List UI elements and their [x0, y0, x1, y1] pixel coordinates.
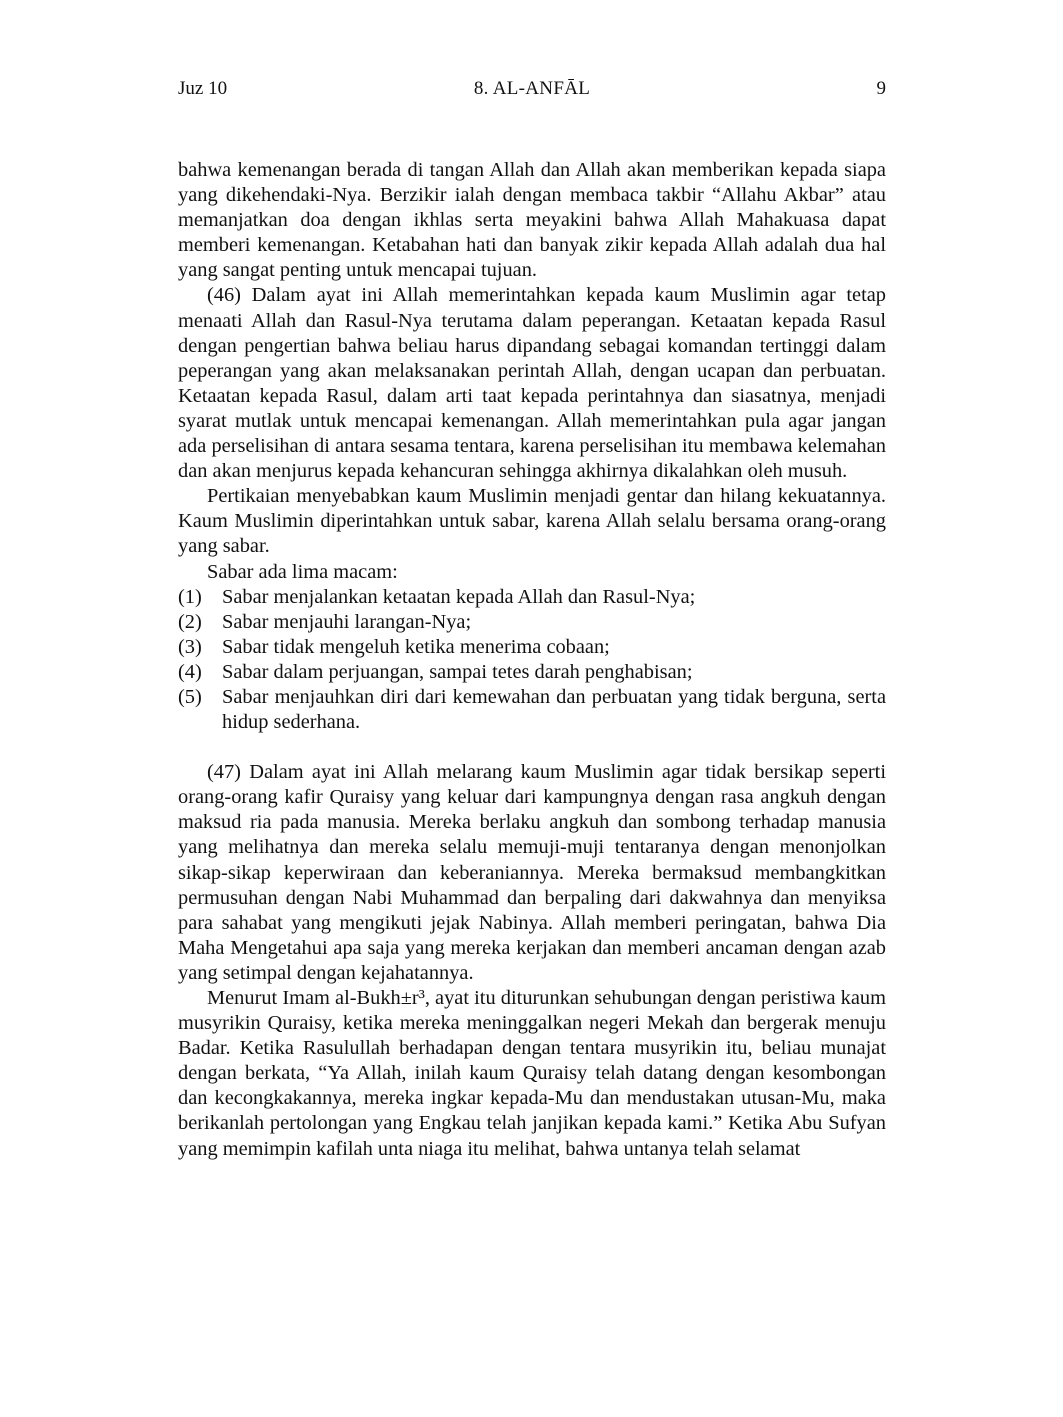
list-number: (1) [178, 585, 202, 608]
juz-label: Juz 10 [178, 78, 228, 99]
list-text: Sabar dalam perjuangan, sampai tetes darah penghabisan; [222, 660, 693, 683]
paragraph-1: bahwa kemenangan berada di tangan Allah dan Allah akan memberikan kepada siapa yang dikehendaki-Nya. Berzikir ialah dengan membaca takbir “Allahu Akbar” atau memanjatkan doa dengan ikhlas serta meyakini bahwa Allah Mahakuasa dapat memberi kemenangan. Ketabahan hati dan banyak zikir kepada Allah adalah dua hal yang sangat penting untuk mencapai tujuan. [178, 159, 886, 282]
list-item [178, 635, 886, 660]
paragraph-6: Menurut Imam al-Bukh±r³, ayat itu diturunkan sehubungan dengan peristiwa kaum musyrikin Quraisy, ketika mereka meninggalkan negeri Mekah dan bergerak menuju Badar. Ketika Rasulullah berhadapan dengan tentara musyrikin itu, beliau munajat dengan berkata, “Ya Allah, inilah kaum Quraisy telah datang dengan kesombongan dan kecongkakannya, mereka ingkar kepada-Mu dan mendustakan utusan-Mu, maka berikanlah pertolongan yang Engkau telah janjikan kepada kami.” Ketika Abu Sufyan yang memimpin kafilah unta niaga itu melihat, bahwa untanya telah selamat [178, 987, 886, 1160]
body-text [178, 158, 886, 1162]
list-number: (2) [178, 610, 202, 633]
page-header [178, 76, 886, 102]
list-number: (5) [178, 685, 202, 708]
list-item [178, 685, 886, 735]
list-item [178, 660, 886, 685]
surah-title: 8. AL-ANFĀL [473, 78, 591, 99]
list-number: (3) [178, 635, 202, 658]
paragraph-4: Sabar ada lima macam: [207, 560, 398, 583]
list-number: (4) [178, 660, 202, 683]
page-number: 9 [876, 78, 886, 99]
sabar-list [178, 585, 886, 736]
spacer [178, 735, 886, 760]
list-text: Sabar tidak mengeluh ketika menerima cobaan; [222, 635, 610, 658]
list-text: Sabar menjalankan ketaatan kepada Allah dan Rasul-Nya; [222, 585, 696, 608]
paragraph-46: (46) Dalam ayat ini Allah memerintahkan kepada kaum Muslimin agar tetap menaati Allah dan Rasul-Nya terutama dalam peperangan. Ketaatan kepada Rasul dengan pengertian bahwa beliau harus dipandang sebagai komandan tertinggi dalam peperangan yang akan melaksanakan perintah Allah, dengan ucapan dan perbuatan. Ketaatan kepada Rasul, dalam arti taat kepada perintahnya dan siasatnya, menjadi syarat mutlak untuk mencapai kemenangan. Allah memerintahkan pula agar jangan ada perselisihan di antara sesama tentara, karena perselisihan itu membawa kelemahan dan akan menjurus kepada kehancuran sehingga akhirnya dikalahkan oleh musuh. [178, 284, 886, 483]
list-item [178, 610, 886, 635]
paragraph-3: Pertikaian menyebabkan kaum Muslimin menjadi gentar dan hilang kekuatannya. Kaum Muslimin diperintahkan untuk sabar, karena Allah selalu bersama orang-orang yang sabar. [178, 485, 886, 558]
list-text: Sabar menjauhkan diri dari kemewahan dan perbuatan yang tidak berguna, serta hidup sederhana. [222, 685, 886, 734]
paragraph-47: (47) Dalam ayat ini Allah melarang kaum Muslimin agar tidak bersikap seperti orang-orang kafir Quraisy yang keluar dari kampungnya dengan rasa angkuh dengan maksud ria pada manusia. Mereka berlaku angkuh dan sombong terhadap manusia yang melihatnya dan mereka selalu memuji-muji tentaranya dengan menonjolkan sikap-sikap keperwiraan dan keberaniannya. Mereka bermaksud membangkitkan permusuhan dengan Nabi Muhammad dan berpaling dari dakwahnya dan menyiksa para sahabat yang mengikuti jejak Nabinya. Allah memberi peringatan, bahwa Dia Maha Mengetahui apa saja yang mereka kerjakan dan memberi ancaman dengan azab yang setimpal dengan kejahatannya. [178, 761, 886, 984]
list-text: Sabar menjauhi larangan-Nya; [222, 610, 472, 633]
list-item [178, 585, 886, 610]
